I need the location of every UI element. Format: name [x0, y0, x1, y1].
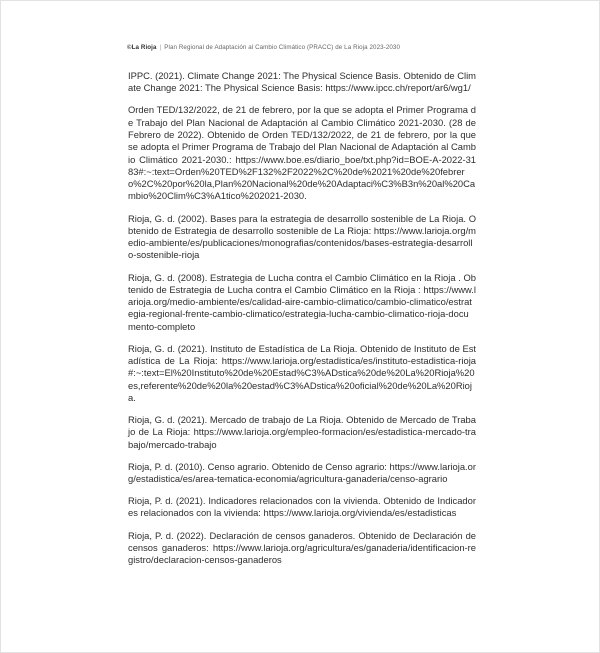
reference-item: Rioja, G. d. (2008). Estrategia de Lucha contra el Cambio Climático en la Rioja . Obtenido de Estrategia de Lucha contra el Cambio Climático en la Rioja : https://www.larioja.org/medio-ambiente/es/calidad-aire-cambio-climatico/cambio-climatico/estrategia-regional-frente-cambio-climatico/estrategia-lucha-cambio-climatico-rioja-documento-completo: [128, 271, 476, 332]
document-title: Plan Regional de Adaptación al Cambio Climático (PRACC) de La Rioja 2023-2030: [164, 44, 400, 51]
reference-item: Rioja, P. d. (2010). Censo agrario. Obtenido de Censo agrario: https://www.larioja.org/estadistica/es/area-tematica-economia/agricultura-ganaderia/censo-agrario: [128, 460, 476, 485]
reference-item: Rioja, P. d. (2021). Indicadores relacionados con la vivienda. Obtenido de Indicadores relacionados con la vivienda: https://www.larioja.org/vivienda/es/estadisticas: [128, 495, 476, 519]
reference-item: Rioja, G. d. (2002). Bases para la estrategia de desarrollo sostenible de La Rioja. Obtenido de Estrategia de desarrollo sostenible de La Rioja: https://www.larioja.org/medio-ambiente/es/publicaciones/monografias/contenidos/bases-estrategia-desarrollo-sostenible-rioja: [128, 212, 476, 261]
reference-item: Rioja, G. d. (2021). Instituto de Estadística de La Rioja. Obtenido de Instituto de Estadística de La Rioja: https://www.larioja.org/estadistica/es/instituto-estadistica-rioja#:~:text=El%20Instituto%20de%20Estad%C3%ADstica%20de%20La%20Rioja%20es,referente%20de%20la%20estad%C3%ADstica%20oficial%20de%20La%20Rioja.: [128, 342, 476, 404]
reference-item: IPPC. (2021). Climate Change 2021: The Physical Science Basis. Obtenido de Climate Change 2021: The Physical Science Basis: https://www.ipcc.ch/report/ar6/wg1/: [128, 70, 476, 94]
reference-list: [128, 70, 476, 576]
reference-item: Rioja, G. d. (2021). Mercado de trabajo de La Rioja. Obtenido de Mercado de Trabajo de La Rioja: https://www.larioja.org/empleo-formacion/es/estadistica-mercado-trabajo/mercado-trabajo: [128, 414, 476, 450]
page-header: [127, 44, 400, 51]
header-separator: |: [159, 44, 162, 51]
la-rioja-logo: ©La Rioja: [127, 44, 157, 51]
reference-item: Rioja, P. d. (2022). Declaración de censos ganaderos. Obtenido de Declaración de censos ganaderos: https://www.larioja.org/agricultura/es/ganaderia/identificacion-registro/declaracion-censos-ganaderos: [128, 529, 476, 566]
reference-item: Orden TED/132/2022, de 21 de febrero, por la que se adopta el Primer Programa de Trabajo del Plan Nacional de Adaptación al Cambio Climático 2021-2030. (28 de Febrero de 2022). Obtenido de Orden TED/132/2022, de 21 de febrero, por la que se adopta el Primer Programa de Trabajo del Plan Nacional de Adaptación al Cambio Climático 2021-2030.: https://www.boe.es/diario_boe/txt.php?id=BOE-A-2022-3183#:~:text=Orden%20TED%2F132%2F2022%2C%20de%2021%20de%20febrero%2C%20por%20la,Plan%20Nacional%20de%20Adaptaci%C3%B3n%20al%20Cambio%20Clim%C3%A1tico%202021-2030.: [128, 104, 476, 202]
